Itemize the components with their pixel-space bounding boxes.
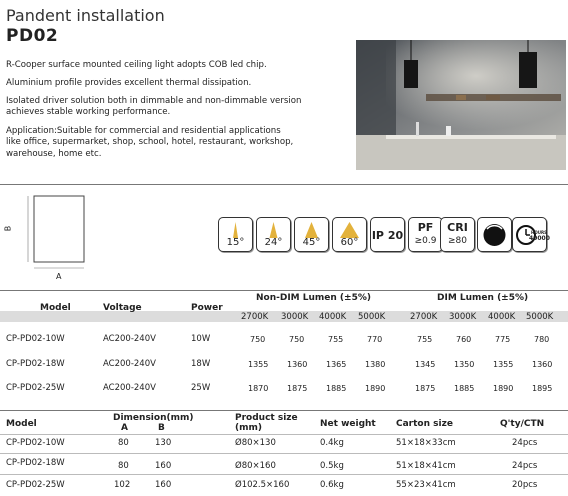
dim-row-2-weight: 0.5kg (320, 461, 344, 471)
dimension-label-b: B (3, 225, 13, 232)
beam-angle-15-label: 15° (226, 237, 245, 248)
cct-nondim-4000: 4000K (319, 312, 347, 322)
lumen-row-1-nd-3000: 750 (289, 335, 305, 344)
dim-row-2-b: 160 (155, 461, 172, 471)
dim-row-3-model: CP-PD02-25W (6, 480, 65, 490)
description-line-7: warehouse, home etc. (6, 149, 102, 159)
lumen-row-3-voltage: AC200-240V (103, 383, 156, 393)
lumen-header-model: Model (40, 303, 71, 313)
lumen-row-1-d-5000: 780 (534, 335, 550, 344)
lumen-row-1-d-3000: 760 (456, 335, 472, 344)
dim-row-1-model: CP-PD02-10W (6, 438, 65, 448)
dim-row-3-a: 102 (114, 480, 131, 490)
lifetime-hours-label: HOURS (531, 230, 547, 235)
cct-dim-2700: 2700K (410, 312, 438, 322)
beam-angle-60-label: 60° (340, 237, 359, 248)
lumen-row-2-power: 18W (191, 359, 211, 369)
lumen-table-top-border (0, 290, 568, 291)
lumen-row-3-d-5000: 1895 (532, 384, 553, 393)
dim-header-b: B (158, 423, 165, 433)
dimension-drawing (28, 196, 86, 270)
lifetime-value: 40000 (529, 235, 550, 242)
description-line-3: Isolated driver solution both in dimmable and non-dimmable version (6, 96, 302, 106)
beam-angle-45-label: 45° (302, 237, 321, 248)
cct-dim-3000: 3000K (449, 312, 477, 322)
cct-dim-4000: 4000K (488, 312, 516, 322)
dim-row-3-b: 160 (155, 480, 172, 490)
dim-header-model: Model (6, 419, 37, 429)
description-line-4: achieves stable working performance. (6, 107, 171, 117)
dim-row-2-carton: 51×18×41cm (396, 461, 456, 471)
section-divider (0, 184, 568, 185)
cct-nondim-2700: 2700K (241, 312, 269, 322)
beam-angle-24-label: 24° (264, 237, 283, 248)
beam-angle-15-icon (218, 217, 253, 252)
dim-table-header-divider (0, 434, 568, 435)
dim-row-3-qty: 20pcs (512, 480, 538, 490)
lumen-row-1-voltage: AC200-240V (103, 334, 156, 344)
page-title: Pandent installation (6, 6, 165, 25)
dim-row-1-carton: 51×18×33cm (396, 438, 456, 448)
dim-header-product-size-unit: (mm) (235, 423, 262, 433)
lumen-row-2-nd-3000: 1360 (287, 360, 308, 369)
lumen-row-3-nd-5000: 1890 (365, 384, 386, 393)
pf-value: ≥0.9 (414, 236, 437, 246)
lumen-row-2-d-5000: 1360 (532, 360, 553, 369)
lumen-row-1-nd-5000: 770 (367, 335, 383, 344)
dim-row-2-a: 80 (118, 461, 129, 471)
lumen-row-1-nd-4000: 755 (328, 335, 344, 344)
lumen-row-2-nd-5000: 1380 (365, 360, 386, 369)
dim-row-3-carton: 55×23×41cm (396, 480, 456, 490)
dim-row-3-weight: 0.6kg (320, 480, 344, 490)
lumen-header-nondim: Non-DIM Lumen (±5%) (256, 293, 371, 303)
lumen-row-2-d-4000: 1355 (493, 360, 514, 369)
dimension-label-a: A (56, 272, 62, 281)
dim-row-2-model: CP-PD02-18W (6, 458, 65, 468)
dimmable-icon (477, 217, 512, 252)
dim-row-1-size: Ø80×130 (235, 438, 276, 448)
lumen-header-voltage: Voltage (103, 303, 142, 313)
lumen-row-3-d-2700: 1875 (415, 384, 436, 393)
pf-title: PF (417, 221, 434, 234)
power-factor-icon (408, 217, 443, 252)
lumen-row-1-nd-2700: 750 (250, 335, 266, 344)
dim-table-top-border (0, 410, 568, 411)
dim-header-product-size: Product size (235, 413, 298, 423)
dim-row-1-qty: 24pcs (512, 438, 538, 448)
dim-row-1-a: 80 (118, 438, 129, 448)
description-line-6: like office, supermarket, shop, school, hotel, restaurant, workshop, (6, 137, 294, 147)
lumen-row-2-d-2700: 1345 (415, 360, 436, 369)
dim-row-1-b: 130 (155, 438, 172, 448)
dim-header-net-weight: Net weight (320, 419, 376, 429)
dim-header-a: A (121, 423, 128, 433)
lumen-row-1-d-2700: 755 (417, 335, 433, 344)
lumen-row-2-model: CP-PD02-18W (6, 359, 65, 369)
lumen-row-3-nd-4000: 1885 (326, 384, 347, 393)
description-line-5: Application:Suitable for commercial and residential applications (6, 126, 281, 136)
ip-rating-label: IP 20 (371, 229, 404, 242)
lumen-header-dim: DIM Lumen (±5%) (437, 293, 529, 303)
description-line-1: R-Cooper surface mounted ceiling light adopts COB led chip. (6, 60, 267, 70)
dim-row-2-size: Ø80×160 (235, 461, 276, 471)
dim-header-dimension: Dimension(mm) (113, 413, 194, 423)
dim-row-divider (0, 453, 568, 454)
ip-rating-icon (370, 217, 405, 252)
lumen-row-3-d-4000: 1890 (493, 384, 514, 393)
cri-title: CRI (447, 221, 468, 234)
lifetime-icon (512, 217, 550, 252)
lumen-row-3-power: 25W (191, 383, 211, 393)
lumen-row-2-nd-4000: 1365 (326, 360, 347, 369)
cct-nondim-5000: 5000K (358, 312, 386, 322)
product-model: PD02 (6, 26, 59, 46)
lumen-row-1-power: 10W (191, 334, 211, 344)
cri-icon (440, 217, 475, 252)
cri-value: ≥80 (448, 236, 467, 246)
lumen-row-2-voltage: AC200-240V (103, 359, 156, 369)
cct-nondim-3000: 3000K (281, 312, 309, 322)
lumen-row-3-nd-3000: 1875 (287, 384, 308, 393)
lumen-row-2-nd-2700: 1355 (248, 360, 269, 369)
description-line-2: Aluminium profile provides excellent thermal dissipation. (6, 78, 252, 88)
dim-header-carton-size: Carton size (396, 419, 453, 429)
lumen-row-3-model: CP-PD02-25W (6, 383, 65, 393)
dim-row-3-size: Ø102.5×160 (235, 480, 290, 490)
lumen-row-3-d-3000: 1885 (454, 384, 475, 393)
beam-angle-24-icon (256, 217, 291, 252)
cct-dim-5000: 5000K (526, 312, 554, 322)
product-photo (356, 40, 566, 170)
beam-angle-60-icon (332, 217, 367, 252)
dim-row-divider (0, 474, 568, 475)
lumen-row-1-d-4000: 775 (495, 335, 511, 344)
dim-header-qty: Q'ty/CTN (500, 419, 545, 429)
dim-row-2-qty: 24pcs (512, 461, 538, 471)
dim-row-1-weight: 0.4kg (320, 438, 344, 448)
beam-angle-45-icon (294, 217, 329, 252)
lumen-header-power: Power (191, 303, 223, 313)
lumen-row-3-nd-2700: 1870 (248, 384, 269, 393)
lumen-row-1-model: CP-PD02-10W (6, 334, 65, 344)
lumen-row-2-d-3000: 1350 (454, 360, 475, 369)
